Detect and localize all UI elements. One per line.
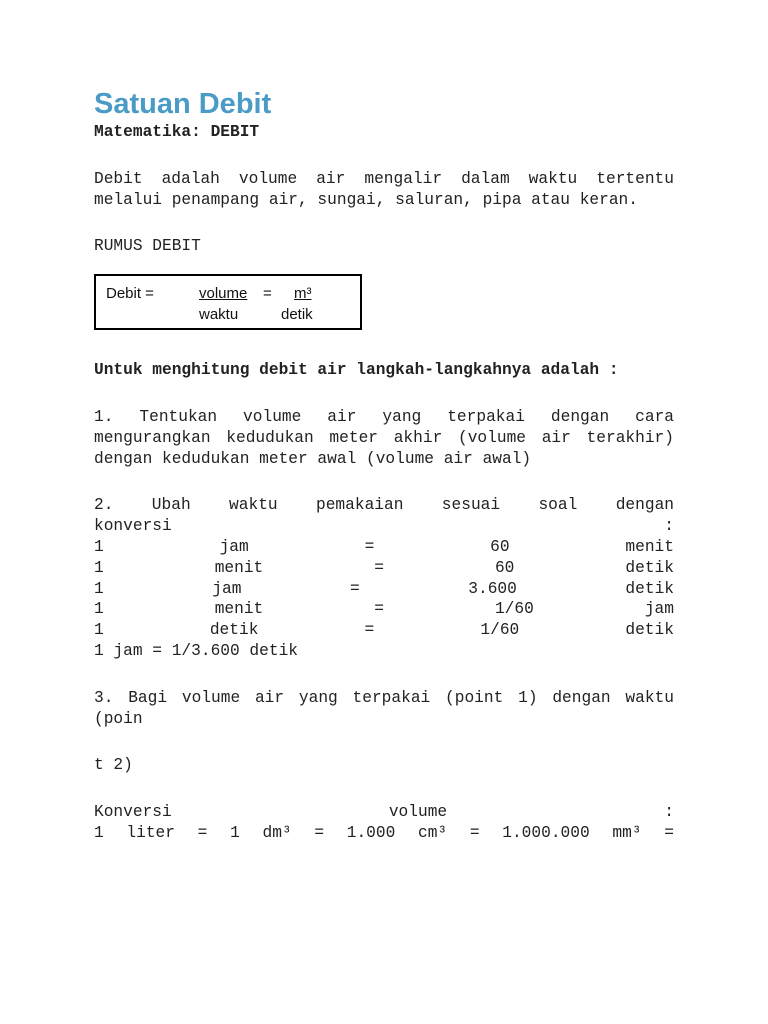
page-title: Satuan Debit [94, 88, 272, 120]
liter-line-token: 1 [94, 823, 104, 842]
liter-line-token: = [664, 823, 674, 842]
conversion-unit: jam [219, 537, 249, 556]
step-3: 3. Bagi volume air yang terpakai (point 1) dengan waktu (poin [94, 688, 674, 728]
conversion-val: 1/60 [480, 621, 520, 640]
liter-line-token: 1.000.000 [502, 823, 590, 842]
konversi-volume-label: Konversi [94, 803, 172, 822]
conversion-n: 1 [94, 579, 104, 598]
konversi-volume-colon: : [664, 803, 674, 822]
conversion-to: detik [625, 579, 674, 598]
conversion-row [94, 620, 674, 641]
conversion-eq: = [364, 537, 375, 556]
conversion-to: detik [625, 621, 674, 640]
liter-line-token: 1 [230, 823, 240, 842]
conversion-unit: jam [212, 579, 242, 598]
conversion-val: 60 [490, 537, 510, 556]
formula-denominator-waktu: waktu [199, 306, 239, 324]
document-page [94, 86, 674, 844]
liter-line [94, 823, 674, 844]
conversion-row [94, 537, 674, 558]
conversion-to: jam [644, 600, 674, 619]
liter-line-token: = [469, 823, 480, 842]
conversion-unit: detik [209, 621, 259, 640]
intro-paragraph: Debit adalah volume air mengalir dalam waktu tertentu melalui penampang air, sungai, saluran, pipa atau keran. [94, 169, 674, 209]
conversion-eq: = [374, 600, 384, 619]
rumus-heading: RUMUS DEBIT [94, 237, 201, 256]
step-1: 1. Tentukan volume air yang terpakai dengan cara mengurangkan kedudukan meter akhir (volume air terakhir) dengan kedudukan meter awal (volume air awal) [94, 407, 674, 468]
subtitle: Matematika: DEBIT [94, 123, 260, 141]
conversion-n: 1 [94, 621, 104, 640]
liter-line-token: cm³ [418, 823, 448, 842]
liter-line-token: 1.000 [346, 823, 396, 842]
formula-lhs: Debit = [106, 285, 154, 303]
conversion-row [94, 558, 674, 579]
liter-line-token: mm³ [612, 823, 642, 842]
conversion-to: menit [625, 537, 674, 556]
step-2-colon: : [664, 517, 674, 536]
conversion-list [94, 537, 674, 641]
liter-line-token: dm³ [262, 823, 292, 842]
step-2-konversi-row [94, 516, 674, 537]
steps-heading: Untuk menghitung debit air langkah-langkahnya adalah : [94, 361, 619, 380]
step-2-konversi: konversi [94, 517, 172, 536]
conversion-unit: menit [214, 558, 264, 577]
konversi-volume-word: volume [388, 803, 448, 822]
liter-line-token: = [314, 823, 325, 842]
step-3-continuation: t 2) [94, 756, 133, 775]
conversion-eq: = [350, 579, 360, 598]
formula-denominator-detik: detik [281, 306, 313, 324]
konversi-volume-row [94, 802, 674, 823]
liter-line-token: liter [126, 823, 175, 842]
conversion-eq: = [374, 558, 384, 577]
conversion-n: 1 [94, 537, 104, 556]
conversion-last: 1 jam = 1/3.600 detik [94, 641, 298, 660]
conversion-val: 1/60 [494, 600, 534, 619]
conversion-unit: menit [214, 600, 264, 619]
conversion-val: 3.600 [468, 579, 517, 598]
conversion-val: 60 [494, 558, 515, 577]
formula-numerator-m3: m³ [294, 285, 312, 303]
conversion-row [94, 579, 674, 600]
formula-box [94, 274, 362, 330]
conversion-eq: = [364, 621, 375, 640]
formula-numerator-volume: volume [199, 285, 248, 303]
conversion-n: 1 [94, 600, 104, 619]
conversion-row [94, 599, 674, 620]
liter-line-token: = [197, 823, 208, 842]
conversion-n: 1 [94, 558, 104, 577]
step-2-line: 2. Ubah waktu pemakaian sesuai soal dengan [94, 496, 674, 515]
conversion-to: detik [625, 558, 674, 577]
formula-equals: = [263, 285, 272, 303]
